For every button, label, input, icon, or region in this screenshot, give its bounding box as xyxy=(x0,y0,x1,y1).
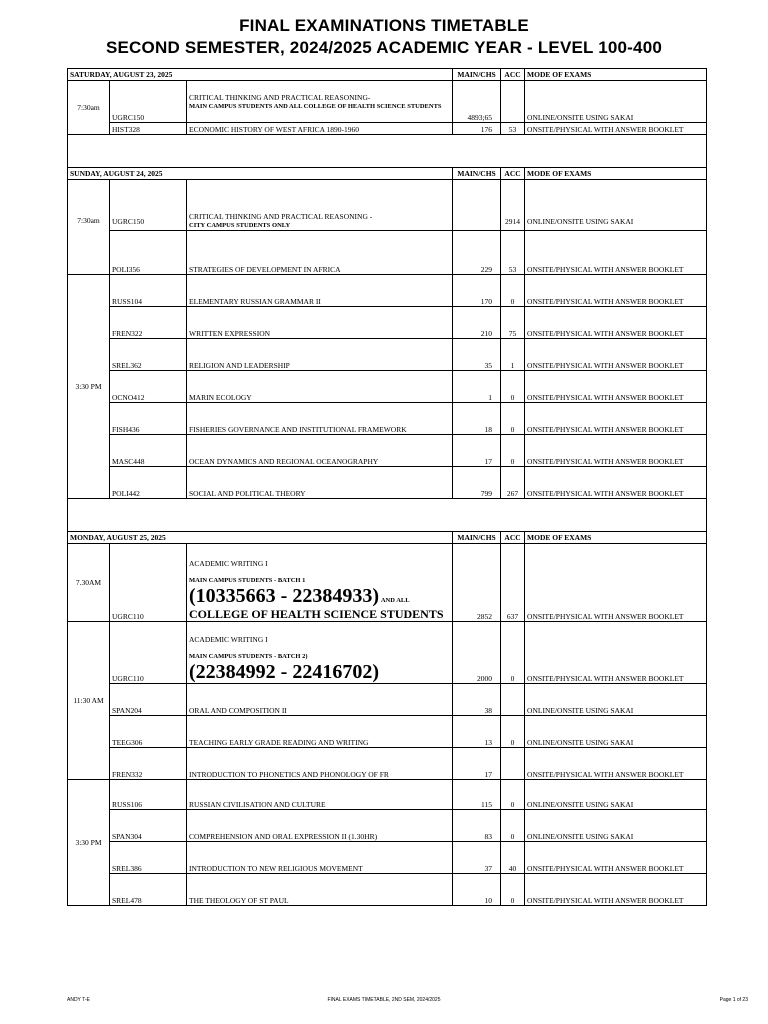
col-mode: MODE OF EXAMS xyxy=(525,69,707,81)
acc-count: 0 xyxy=(501,275,525,307)
col-main: MAIN/CHS xyxy=(453,168,501,180)
main-count: 38 xyxy=(453,684,501,716)
course-title: RELIGION AND LEADERSHIP xyxy=(187,339,453,371)
course-code: MASC448 xyxy=(110,435,187,467)
acc-count: 637 xyxy=(501,544,525,622)
table-row xyxy=(68,842,707,874)
course-title xyxy=(187,81,453,123)
time-slot: 7:30am xyxy=(68,180,110,275)
course-title: SOCIAL AND POLITICAL THEORY xyxy=(187,467,453,499)
exam-mode: ONLINE/ONSITE USING SAKAI xyxy=(525,180,707,231)
course-title xyxy=(187,544,453,622)
main-count: 35 xyxy=(453,339,501,371)
table-row xyxy=(68,123,707,135)
table-row xyxy=(68,403,707,435)
exam-mode: ONSITE/PHYSICAL WITH ANSWER BOOKLET xyxy=(525,371,707,403)
main-count: 17 xyxy=(453,748,501,780)
course-title-note: MAIN CAMPUS STUDENTS - BATCH 1 xyxy=(189,577,306,584)
course-title-line: CRITICAL THINKING AND PRACTICAL REASONING - xyxy=(189,212,373,221)
main-count: 83 xyxy=(453,810,501,842)
footer-page: Page 1 of 23 xyxy=(719,997,748,1003)
col-mode: MODE OF EXAMS xyxy=(525,532,707,544)
course-code: FREN322 xyxy=(110,307,187,339)
main-count: 10 xyxy=(453,874,501,906)
footer-title: FINAL EXAMS TIMETABLE, 2ND SEM, 2024/2025 xyxy=(327,997,441,1003)
exam-mode: ONSITE/PHYSICAL WITH ANSWER BOOKLET xyxy=(525,123,707,135)
day-date: SUNDAY, AUGUST 24, 2025 xyxy=(68,168,453,180)
exam-mode: ONSITE/PHYSICAL WITH ANSWER BOOKLET xyxy=(525,435,707,467)
acc-count: 0 xyxy=(501,403,525,435)
exam-mode: ONSITE/PHYSICAL WITH ANSWER BOOKLET xyxy=(525,748,707,780)
student-id-range: (10335663 - 22384933) xyxy=(189,585,379,607)
course-code: SPAN304 xyxy=(110,810,187,842)
course-title: TEACHING EARLY GRADE READING AND WRITING xyxy=(187,716,453,748)
exam-mode: ONLINE/ONSITE USING SAKAI xyxy=(525,716,707,748)
col-acc: ACC xyxy=(501,168,525,180)
course-title: INTRODUCTION TO PHONETICS AND PHONOLOGY OF FR xyxy=(187,748,453,780)
course-code: POLI356 xyxy=(110,231,187,275)
range-suffix: AND ALL xyxy=(380,597,410,604)
course-title-note: MAIN CAMPUS STUDENTS - BATCH 2) xyxy=(189,653,308,660)
course-code: SREL362 xyxy=(110,339,187,371)
footer-author: ANDY T-E xyxy=(67,997,90,1003)
col-acc: ACC xyxy=(501,532,525,544)
main-count: 2000 xyxy=(453,622,501,684)
timetable xyxy=(67,68,707,906)
page-subtitle: SECOND SEMESTER, 2024/2025 ACADEMIC YEAR - LEVEL 100-400 xyxy=(105,38,663,57)
exam-mode: ONLINE/ONSITE USING SAKAI xyxy=(525,684,707,716)
day-date: MONDAY, AUGUST 25, 2025 xyxy=(68,532,453,544)
table-row xyxy=(68,748,707,780)
course-title-group: COLLEGE OF HEALTH SCIENCE STUDENTS xyxy=(189,607,444,621)
main-count: 37 xyxy=(453,842,501,874)
exam-mode: ONLINE/ONSITE USING SAKAI xyxy=(525,780,707,810)
table-row xyxy=(68,339,707,371)
exam-mode: ONSITE/PHYSICAL WITH ANSWER BOOKLET xyxy=(525,231,707,275)
col-main: MAIN/CHS xyxy=(453,69,501,81)
spacer-row xyxy=(68,499,707,532)
course-code: SREL386 xyxy=(110,842,187,874)
acc-count xyxy=(501,81,525,123)
acc-count: 0 xyxy=(501,435,525,467)
table-row xyxy=(68,307,707,339)
table-row xyxy=(68,874,707,906)
acc-count: 267 xyxy=(501,467,525,499)
col-acc: ACC xyxy=(501,69,525,81)
course-title-line: CRITICAL THINKING AND PRACTICAL REASONING- xyxy=(189,92,371,102)
acc-count: 2914 xyxy=(501,180,525,231)
exam-mode: ONSITE/PHYSICAL WITH ANSWER BOOKLET xyxy=(525,275,707,307)
table-row xyxy=(68,81,707,123)
exam-mode: ONLINE/ONSITE USING SAKAI xyxy=(525,81,707,123)
acc-count xyxy=(501,748,525,780)
acc-count: 53 xyxy=(501,231,525,275)
course-title: WRITTEN EXPRESSION xyxy=(187,307,453,339)
day-header xyxy=(68,532,707,544)
exam-mode: ONSITE/PHYSICAL WITH ANSWER BOOKLET xyxy=(525,403,707,435)
table-row xyxy=(68,435,707,467)
course-code: RUSS106 xyxy=(110,780,187,810)
main-count: 229 xyxy=(453,231,501,275)
course-title: COMPREHENSION AND ORAL EXPRESSION II (1.30HR) xyxy=(187,810,453,842)
course-code: HIST328 xyxy=(110,123,187,135)
table-row xyxy=(68,684,707,716)
table-row xyxy=(68,810,707,842)
acc-count: 0 xyxy=(501,371,525,403)
table-row xyxy=(68,622,707,684)
main-count: 17 xyxy=(453,435,501,467)
acc-count: 0 xyxy=(501,780,525,810)
exam-mode: ONSITE/PHYSICAL WITH ANSWER BOOKLET xyxy=(525,467,707,499)
main-count xyxy=(453,180,501,231)
course-title: THE THEOLOGY OF ST PAUL xyxy=(187,874,453,906)
course-title-note: CITY CAMPUS STUDENTS ONLY xyxy=(189,222,291,229)
table-row xyxy=(68,716,707,748)
spacer-row xyxy=(68,135,707,168)
student-id-range: (22384992 - 22416702) xyxy=(189,661,379,683)
course-title: RUSSIAN CIVILISATION AND CULTURE xyxy=(187,780,453,810)
course-title: INTRODUCTION TO NEW RELIGIOUS MOVEMENT xyxy=(187,842,453,874)
course-code: UGRC110 xyxy=(110,544,187,622)
acc-count: 40 xyxy=(501,842,525,874)
exam-mode: ONSITE/PHYSICAL WITH ANSWER BOOKLET xyxy=(525,544,707,622)
course-code: SPAN204 xyxy=(110,684,187,716)
course-code: RUSS104 xyxy=(110,275,187,307)
exam-mode: ONSITE/PHYSICAL WITH ANSWER BOOKLET xyxy=(525,874,707,906)
table-row xyxy=(68,780,707,810)
table-row xyxy=(68,275,707,307)
table-row xyxy=(68,180,707,231)
course-code: UGRC150 xyxy=(110,180,187,231)
acc-count: 0 xyxy=(501,810,525,842)
course-code: POLI442 xyxy=(110,467,187,499)
course-code: OCNO412 xyxy=(110,371,187,403)
course-code: UGRC150 xyxy=(110,81,187,123)
course-title: ORAL AND COMPOSITION II xyxy=(187,684,453,716)
course-title: STRATEGIES OF DEVELOPMENT IN AFRICA xyxy=(187,231,453,275)
acc-count: 0 xyxy=(501,622,525,684)
course-code: UGRC110 xyxy=(110,622,187,684)
course-title: MARIN ECOLOGY xyxy=(187,371,453,403)
main-count: 18 xyxy=(453,403,501,435)
course-title: OCEAN DYNAMICS AND REGIONAL OCEANOGRAPHY xyxy=(187,435,453,467)
exam-mode: ONSITE/PHYSICAL WITH ANSWER BOOKLET xyxy=(525,842,707,874)
main-count: 210 xyxy=(453,307,501,339)
course-title-note: MAIN CAMPUS STUDENTS AND ALL COLLEGE OF HEALTH SCIENCE STUDENTS xyxy=(189,102,442,110)
main-count: 799 xyxy=(453,467,501,499)
course-code: FREN332 xyxy=(110,748,187,780)
main-count: 115 xyxy=(453,780,501,810)
table-row xyxy=(68,231,707,275)
table-row xyxy=(68,467,707,499)
student-range-line xyxy=(189,585,450,607)
main-count: 13 xyxy=(453,716,501,748)
exam-mode: ONLINE/ONSITE USING SAKAI xyxy=(525,810,707,842)
main-count: 2852 xyxy=(453,544,501,622)
time-slot: 3:30 PM xyxy=(68,275,110,499)
course-title-line: ACADEMIC WRITING I xyxy=(189,635,268,644)
course-title: ECONOMIC HISTORY OF WEST AFRICA 1890-1960 xyxy=(187,123,453,135)
exam-mode: ONSITE/PHYSICAL WITH ANSWER BOOKLET xyxy=(525,307,707,339)
time-slot: 7.30AM xyxy=(68,544,110,622)
course-title xyxy=(187,180,453,231)
col-mode: MODE OF EXAMS xyxy=(525,168,707,180)
time-slot: 3:30 PM xyxy=(68,780,110,906)
acc-count: 53 xyxy=(501,123,525,135)
time-slot: 11:30 AM xyxy=(68,622,110,780)
day-header xyxy=(68,69,707,81)
table-row xyxy=(68,544,707,622)
day-date: SATURDAY, AUGUST 23, 2025 xyxy=(68,69,453,81)
acc-count: 75 xyxy=(501,307,525,339)
main-count: 170 xyxy=(453,275,501,307)
acc-count: 0 xyxy=(501,716,525,748)
course-title xyxy=(187,622,453,684)
acc-count xyxy=(501,684,525,716)
main-count: 1 xyxy=(453,371,501,403)
acc-count: 1 xyxy=(501,339,525,371)
course-title: ELEMENTARY RUSSIAN GRAMMAR II xyxy=(187,275,453,307)
exam-mode: ONSITE/PHYSICAL WITH ANSWER BOOKLET xyxy=(525,339,707,371)
table-row xyxy=(68,371,707,403)
course-code: FISH436 xyxy=(110,403,187,435)
exam-mode: ONSITE/PHYSICAL WITH ANSWER BOOKLET xyxy=(525,622,707,684)
main-count: 4893;65 xyxy=(453,81,501,123)
main-count: 176 xyxy=(453,123,501,135)
course-code: SREL478 xyxy=(110,874,187,906)
course-title-line: ACADEMIC WRITING I xyxy=(189,559,268,568)
time-slot: 7:30am xyxy=(68,81,110,135)
col-main: MAIN/CHS xyxy=(453,532,501,544)
course-code: TEEG306 xyxy=(110,716,187,748)
acc-count: 0 xyxy=(501,874,525,906)
course-title: FISHERIES GOVERNANCE AND INSTITUTIONAL FRAMEWORK xyxy=(187,403,453,435)
day-header xyxy=(68,168,707,180)
page-title: FINAL EXAMINATIONS TIMETABLE xyxy=(239,16,529,35)
